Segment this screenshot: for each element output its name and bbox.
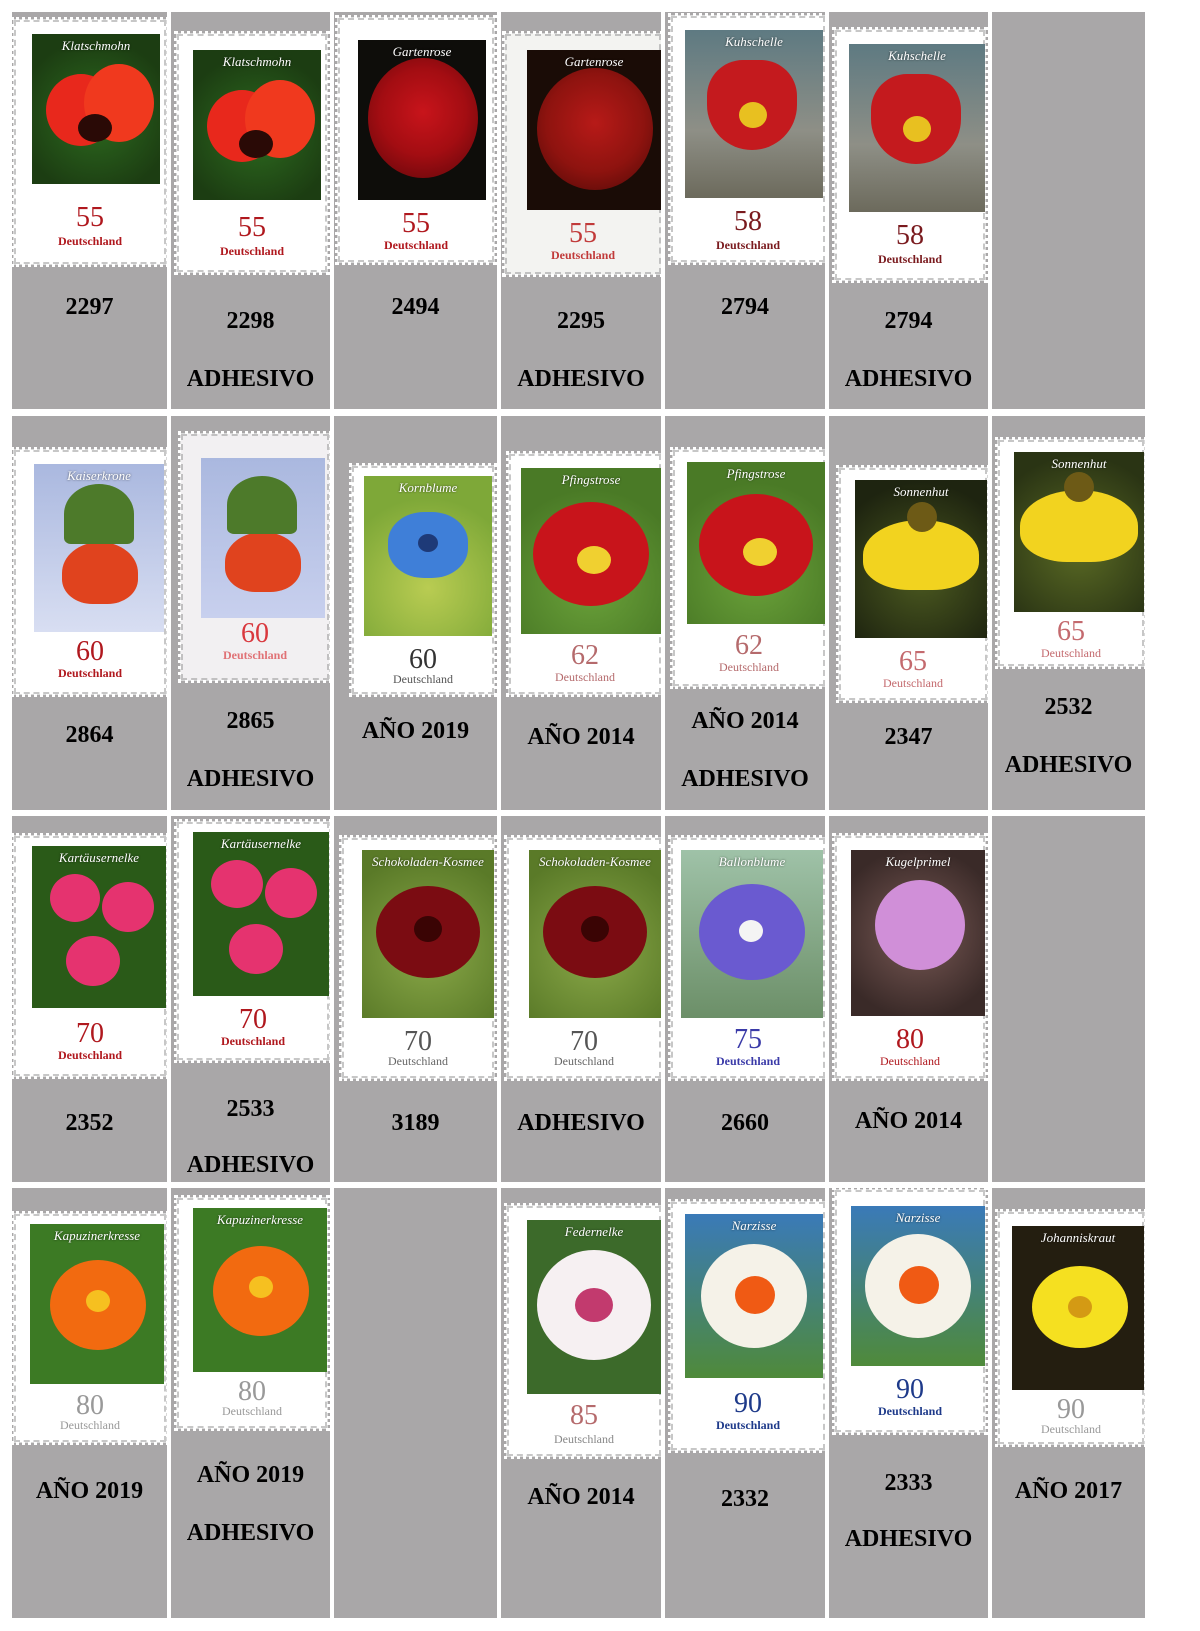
stamp-flower-name: Kugelprimel: [885, 854, 951, 869]
catalog-cell: [665, 816, 825, 1182]
stamp[interactable]: [177, 822, 329, 1060]
stamp-value: 80: [896, 1024, 924, 1055]
catalog-number: ADHESIVO: [517, 1110, 645, 1136]
stamp-value: 58: [896, 220, 924, 251]
stamp-flower-name: Pfingstrose: [726, 466, 786, 481]
stamp-picture: [1014, 452, 1144, 612]
stamp[interactable]: [14, 1214, 166, 1442]
stamp-value: 60: [409, 644, 437, 675]
stamp[interactable]: [835, 1190, 985, 1432]
stamp[interactable]: [673, 450, 825, 686]
catalog-note: ADHESIVO: [517, 366, 645, 392]
catalog-number: AÑO 2014: [527, 724, 635, 750]
catalog-number: 2347: [884, 724, 933, 750]
stamp-country: Deutschland: [550, 248, 615, 262]
stamp-flower-name: Schokoladen-Kosmee: [539, 854, 651, 869]
stamp-value: 58: [734, 206, 762, 237]
stamp-value: 90: [1057, 1394, 1085, 1425]
catalog-cell: [171, 12, 330, 409]
stamp[interactable]: [509, 454, 661, 694]
stamp-value: 55: [569, 218, 597, 249]
catalog-cell: [665, 416, 825, 810]
stamp-value: 65: [1057, 616, 1085, 647]
stamp-flower-name: Pfingstrose: [561, 472, 621, 487]
catalog-note: ADHESIVO: [186, 1520, 315, 1546]
catalog-cell: [171, 1188, 330, 1618]
stamp-value: 70: [76, 1018, 104, 1049]
catalog-note: ADHESIVO: [186, 366, 315, 392]
stamp-country: Deutschland: [57, 234, 122, 248]
stamp[interactable]: [835, 30, 985, 280]
catalog-cell: [992, 816, 1145, 1182]
stamp-value: 62: [571, 640, 599, 671]
catalog-cell: [501, 1188, 661, 1618]
stamp-value: 55: [76, 202, 104, 233]
stamp-flower-name: Kapuzinerkresse: [53, 1228, 141, 1243]
stamp-value: 90: [896, 1374, 924, 1405]
catalog-number: 2865: [226, 708, 275, 734]
stamp-picture: [193, 50, 321, 200]
stamp-picture: [362, 850, 494, 1018]
catalog-note: ADHESIVO: [186, 766, 315, 792]
catalog-note: ADHESIVO: [844, 1526, 973, 1552]
catalog-cell: [334, 12, 497, 409]
catalog-cell: [12, 416, 167, 810]
stamp-flower-name: Gartenrose: [392, 44, 452, 59]
stamp-value: 70: [570, 1026, 598, 1057]
stamp-picture: [849, 44, 985, 212]
catalog-cell: [829, 416, 988, 810]
stamp-picture: [687, 462, 825, 624]
stamp-country: Deutschland: [383, 238, 448, 252]
stamp-flower-name: Kornblume: [398, 480, 458, 495]
stamp-flower-name: Kaiserkrone: [67, 468, 131, 483]
catalog-number: 2332: [721, 1486, 769, 1512]
catalog-number: AÑO 2019: [35, 1478, 144, 1504]
stamp[interactable]: [14, 450, 166, 694]
stamp-country: Deutschland: [715, 1054, 780, 1068]
stamp-flower-name: Schokoladen-Kosmee: [372, 854, 484, 869]
stamp-flower-name: Johanniskraut: [1040, 1230, 1116, 1245]
stamp-country: Deutschland: [554, 1054, 614, 1068]
stamp-country: Deutschland: [219, 244, 284, 258]
stamp[interactable]: [505, 34, 661, 274]
catalog-number: 2333: [884, 1470, 933, 1496]
catalog-number: 2532: [1044, 694, 1093, 720]
catalog-number: 2352: [65, 1110, 114, 1136]
catalog-number: AÑO 2019: [361, 718, 470, 744]
catalog-cell: [992, 1188, 1145, 1618]
stamp-picture: [30, 1224, 164, 1384]
catalog-number: 2660: [721, 1110, 769, 1136]
stamp-flower-name: Kuhschelle: [725, 34, 783, 49]
stamp-country: Deutschland: [719, 660, 779, 674]
catalog-cell: [171, 416, 330, 810]
stamp[interactable]: [671, 1202, 825, 1450]
stamp-picture: [855, 480, 987, 638]
catalog-cell: [171, 816, 330, 1182]
catalog-cell: [334, 1188, 497, 1618]
stamp[interactable]: [177, 34, 327, 272]
stamp-picture: [193, 832, 329, 996]
stamp-flower-name: Sonnenhut: [1051, 456, 1107, 471]
catalog-cell: [501, 416, 661, 810]
catalog-number: 2864: [65, 722, 114, 748]
stamp-flower-name: Klatschmohn: [61, 38, 131, 53]
stamp-country: Deutschland: [57, 1048, 122, 1062]
stamp-country: Deutschland: [388, 1054, 448, 1068]
catalog-number: 2533: [226, 1096, 275, 1122]
stamp-picture: [34, 464, 164, 632]
stamp-value: 80: [238, 1376, 266, 1407]
stamp-flower-name: Federnelke: [564, 1224, 624, 1239]
stamp-picture: [364, 476, 492, 636]
stamp-picture: [32, 34, 160, 184]
stamp-country: Deutschland: [877, 1404, 942, 1418]
stamp-value: 62: [735, 630, 763, 661]
stamp[interactable]: [14, 20, 166, 264]
stamp-flower-name: Narzisse: [731, 1218, 777, 1233]
stamp-picture: [681, 850, 823, 1018]
catalog-cell: [665, 12, 825, 409]
stamp-value: 90: [734, 1388, 762, 1419]
stamp-value: 80: [76, 1390, 104, 1421]
catalog-number: AÑO 2014: [854, 1108, 963, 1134]
catalog-cell: [334, 416, 497, 810]
stamp[interactable]: [998, 1212, 1144, 1444]
stamp[interactable]: [338, 18, 494, 262]
stamp-flower-name: Narzisse: [895, 1210, 941, 1225]
stamp-country: Deutschland: [220, 1034, 285, 1048]
stamp-value: 55: [402, 208, 430, 239]
stamp-picture: [527, 50, 661, 210]
catalog-note: ADHESIVO: [681, 766, 809, 792]
stamp-flower-name: Ballonblume: [718, 854, 786, 869]
catalog-cell: [829, 12, 988, 409]
stamp-value: 75: [734, 1024, 762, 1055]
catalog-note: ADHESIVO: [186, 1152, 315, 1178]
stamp-flower-name: Kartäusernelke: [220, 836, 302, 851]
stamp-country: Deutschland: [715, 238, 780, 252]
stamp-country: Deutschland: [880, 1054, 940, 1068]
catalog-cell: [12, 816, 167, 1182]
catalog-number: 2297: [65, 294, 114, 320]
stamp-value: 65: [899, 646, 927, 677]
catalog-number: 2295: [557, 308, 605, 334]
stamp-picture: [358, 40, 486, 200]
catalog-number: AÑO 2017: [1014, 1478, 1123, 1504]
catalog-number: 2494: [391, 294, 440, 320]
stamp-country: Deutschland: [554, 1432, 614, 1446]
catalog-number: 2794: [884, 308, 933, 334]
catalog-cell: [829, 1188, 988, 1618]
catalog-cell: [501, 12, 661, 409]
stamp-country: Deutschland: [222, 1404, 282, 1418]
stamp[interactable]: [671, 838, 825, 1078]
stamp[interactable]: [998, 440, 1144, 666]
stamp-value: 60: [241, 618, 269, 649]
catalog-note: ADHESIVO: [844, 366, 973, 392]
stamp-picture: [521, 468, 661, 634]
stamp-picture: [193, 1208, 327, 1372]
stamp-country: Deutschland: [57, 666, 122, 680]
catalog-number: AÑO 2014: [527, 1484, 635, 1510]
stamp[interactable]: [342, 838, 494, 1078]
stamp-value: 85: [570, 1400, 598, 1431]
stamp[interactable]: [352, 466, 494, 694]
stamp-country: Deutschland: [1041, 646, 1101, 660]
catalog-cell: [665, 1188, 825, 1618]
stamp-flower-name: Klatschmohn: [222, 54, 292, 69]
stamp-picture: [851, 850, 985, 1016]
stamp-country: Deutschland: [555, 670, 615, 684]
catalog-cell: [501, 816, 661, 1182]
stamp-country: Deutschland: [222, 648, 287, 662]
stamp-country: Deutschland: [393, 672, 453, 686]
catalog-note: ADHESIVO: [1004, 752, 1133, 778]
stamp-picture: [685, 1214, 823, 1378]
catalog-cell: [992, 12, 1145, 409]
stamp-picture: [685, 30, 823, 198]
stamp-value: 60: [76, 636, 104, 667]
catalog-number: 2794: [721, 294, 769, 320]
stamp[interactable]: [671, 16, 825, 262]
stamp-country: Deutschland: [883, 676, 943, 690]
catalog-number: 2298: [226, 308, 275, 334]
stamp-picture: [851, 1206, 985, 1366]
stamp[interactable]: [14, 836, 166, 1076]
stamp[interactable]: [177, 1198, 327, 1428]
stamp-country: Deutschland: [715, 1418, 780, 1432]
stamp-picture: [201, 458, 325, 618]
stamp[interactable]: [507, 838, 661, 1078]
stamp[interactable]: [835, 836, 985, 1078]
stamp-flower-name: Kapuzinerkresse: [216, 1212, 304, 1227]
catalog-number: 3189: [391, 1110, 440, 1136]
stamp[interactable]: [181, 434, 329, 680]
stamp[interactable]: [507, 1206, 661, 1456]
stamp-value: 55: [238, 212, 266, 243]
stamp-flower-name: Kartäusernelke: [58, 850, 140, 865]
catalog-cell: [992, 416, 1145, 810]
stamp-picture: [529, 850, 661, 1018]
stamp-value: 70: [404, 1026, 432, 1057]
catalog-cell: [334, 816, 497, 1182]
catalog-number: AÑO 2019: [196, 1462, 305, 1488]
catalog-number: AÑO 2014: [691, 708, 799, 734]
stamp-flower-name: Gartenrose: [564, 54, 624, 69]
stamp-flower-name: Kuhschelle: [888, 48, 946, 63]
stamp-value: 70: [239, 1004, 267, 1035]
stamp-picture: [1012, 1226, 1144, 1390]
stamp[interactable]: [839, 468, 987, 700]
stamp-country: Deutschland: [877, 252, 942, 266]
stamp-country: Deutschland: [1041, 1422, 1101, 1436]
stamp-picture: [32, 846, 166, 1008]
stamp-picture: [527, 1220, 661, 1394]
catalog-cell: [12, 12, 167, 409]
stamp-flower-name: Sonnenhut: [893, 484, 949, 499]
stamp-country: Deutschland: [60, 1418, 120, 1432]
catalog-cell: [829, 816, 988, 1182]
catalog-cell: [12, 1188, 167, 1618]
